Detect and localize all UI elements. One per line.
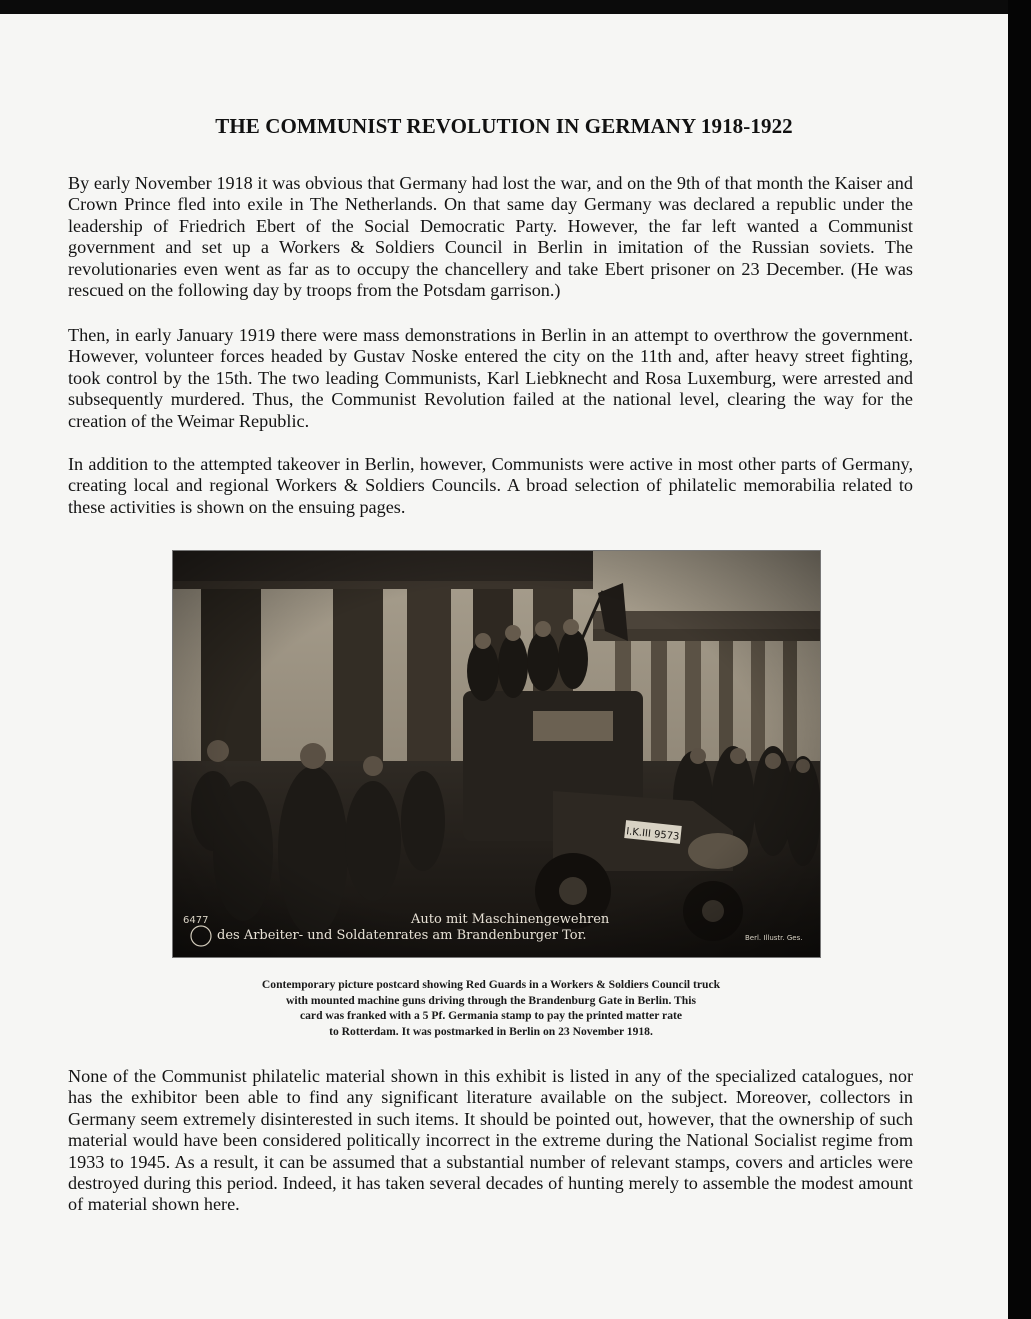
exhibit-page <box>0 14 1008 1319</box>
caption-line: card was franked with a 5 Pf. Germania stamp to pay the printed matter rate <box>299 1009 682 1023</box>
paragraph-collecting-note: None of the Communist philatelic material shown in this exhibit is listed in any of the specialized catalogues, nor has the exhibitor been able to find any significant literature available on the subject. Moreover, collectors in Germany seem extremely disinterested in such items. It should be pointed out, however, that the ownership of such material would have been considered politically incorrect in the extreme during the National Socialist regime from 1933 to 1945. As a result, it can be assumed that a substantial number of relevant stamps, covers and articles were destroyed during this period. Indeed, it has taken several decades of hunting merely to assemble the modest amount of material shown here. <box>68 1066 913 1215</box>
postcard-number: 6477 <box>183 915 209 926</box>
postcard-caption <box>200 977 782 1039</box>
paragraph-january-1919: Then, in early January 1919 there were mass demonstrations in Berlin in an attempt to overthrow the government. However, volunteer forces headed by Gustav Noske entered the city on the 11th and, after heavy street fighting, took control by the 15th. The two leading Communists, Karl Liebknecht and Rosa Luxemburg, were arrested and subsequently murdered. Thus, the Communist Revolution failed at the national level, clearing the way for the creation of the Weimar Republic. <box>68 325 913 431</box>
caption-line: to Rotterdam. It was postmarked in Berlin on 23 November 1918. <box>329 1024 653 1038</box>
paragraph-regional-councils: In addition to the attempted takeover in Berlin, however, Communists were active in most other parts of Germany, creating local and regional Workers & Soldiers Councils. A broad selection of philatelic memorabilia related to these activities is shown on the ensuing pages. <box>68 454 913 517</box>
postcard-caption-line2: des Arbeiter- und Soldatenrates am Brandenburger Tor. <box>217 928 587 943</box>
paragraph-intro: By early November 1918 it was obvious that Germany had lost the war, and on the 9th of that month the Kaiser and Crown Prince fled into exile in The Netherlands. On that same day Germany was declared a republic under the leadership of Friedrich Ebert of the Social Democratic Party. However, the far left wanted a Communist government and set up a Workers & Soldiers Council in Berlin in imitation of the Russian soviets. The revolutionaries even went as far as to occupy the chancellery and take Ebert prisoner on 23 December. (He was rescued on the following day by troops from the Potsdam garrison.) <box>68 173 913 301</box>
postcard-publisher: Berl. Illustr. Ges. <box>745 934 803 942</box>
page-title: THE COMMUNIST REVOLUTION IN GERMANY 1918-1922 <box>215 114 793 138</box>
caption-line: with mounted machine guns driving through the Brandenburg Gate in Berlin. This <box>286 993 696 1007</box>
caption-line: Contemporary picture postcard showing Red Guards in a Workers & Soldiers Council truck <box>261 978 721 991</box>
page-edge <box>1008 0 1031 1319</box>
postcard-photo <box>172 550 821 958</box>
postcard-caption-line1: Auto mit Maschinengewehren <box>411 912 610 927</box>
